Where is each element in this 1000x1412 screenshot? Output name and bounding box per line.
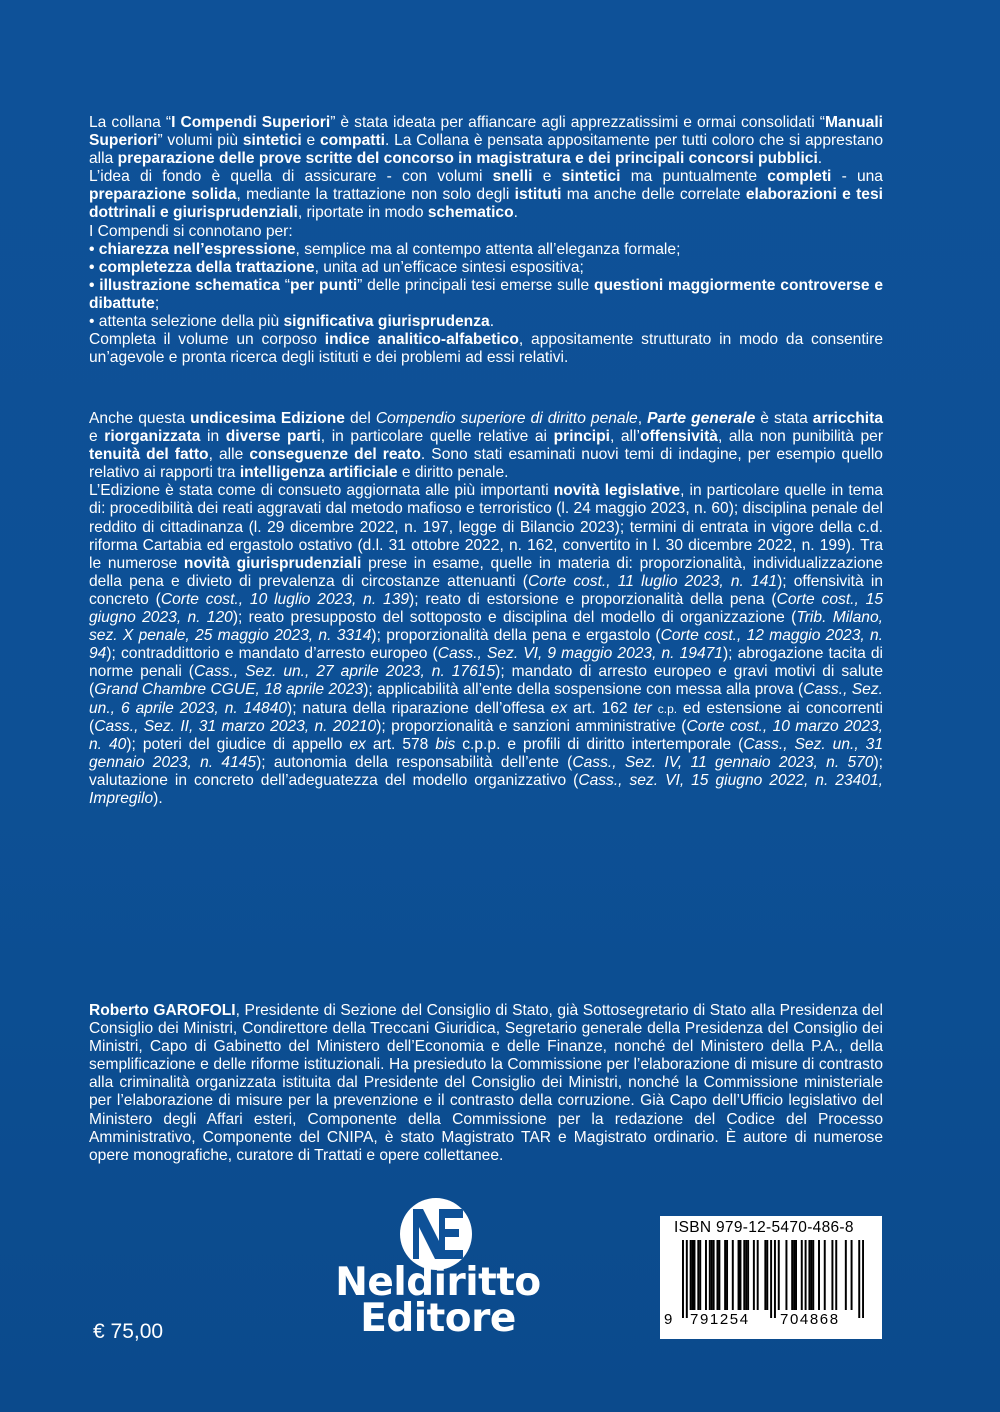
author-bio xyxy=(89,1002,883,1165)
barcode-bar xyxy=(713,1240,715,1310)
barcode-bar xyxy=(747,1240,749,1310)
barcode-bar xyxy=(739,1240,741,1310)
ean-left-digits: 791254 xyxy=(690,1311,750,1328)
barcode-bar xyxy=(711,1240,713,1310)
barcode-guard-bar xyxy=(770,1240,772,1318)
barcode-bar xyxy=(726,1240,728,1310)
barcode-bar xyxy=(831,1240,833,1310)
ean-first-digit: 9 xyxy=(664,1311,673,1328)
barcode-guard-bar xyxy=(774,1240,776,1318)
barcode-bar xyxy=(692,1240,694,1310)
edition-description xyxy=(89,410,883,808)
barcode-bar xyxy=(757,1240,759,1310)
feature-bullet: • chiarezza nell’espressione, semplice ma al contempo attenta all’eleganza formale; xyxy=(89,240,681,258)
isbn-barcode xyxy=(660,1216,882,1339)
intro-paragraph: Completa il volume un corposo indice analitico-alfabetico, appositamente strutturato in modo da consentire un’agevole e pronta ricerca degli istituti e dei problemi ad essi relativi. xyxy=(89,331,884,367)
barcode-bar xyxy=(738,1240,740,1310)
barcode-bar xyxy=(743,1240,745,1310)
barcode-bar xyxy=(778,1240,780,1310)
barcode-bar xyxy=(835,1240,837,1310)
barcode-bar xyxy=(724,1240,726,1310)
barcode-bar xyxy=(805,1240,807,1310)
barcode-bar xyxy=(785,1240,787,1310)
barcode-bar xyxy=(845,1240,847,1310)
intro-paragraph: La collana “I Compendi Superiori” è stata ideata per affiancare agli apprezzatissimi e ormai consolidati “Manuali Superiori” volumi più sintetici e compatti. La Collana è pensata appositamente per tutti coloro che si apprestano alla preparazione delle prove scritte del concorso in magistratura e dei principali concorsi pubblici. xyxy=(89,114,884,168)
barcode-bar xyxy=(693,1240,695,1310)
barcode-bar xyxy=(810,1240,812,1310)
barcode-bar xyxy=(801,1240,803,1310)
barcode-bar xyxy=(793,1240,795,1310)
barcode-bar xyxy=(764,1240,766,1310)
barcode-bar xyxy=(824,1240,826,1310)
edition-paragraph: Anche questa undicesima Edizione del Compendio superiore di diritto penale, Parte generale è stata arricchita e riorganizzata in diverse parti, in particolare quelle relative ai principi, all’offensività, alla non punibilità per tenuità del fatto, alle conseguenze del reato. Sono stati esaminati nuovi temi di indagine, per esempio quello relativo ai rapporti tra intelligenza artificiale e diritto penale. xyxy=(89,410,884,482)
barcode-guard-bar xyxy=(858,1240,860,1318)
barcode-bar xyxy=(791,1240,793,1310)
feature-bullet: • illustrazione schematica “per punti” delle principali tesi emerse sulle questioni maggiormente controverse e dibattute; xyxy=(89,276,884,312)
barcode-bars xyxy=(682,1240,864,1318)
feature-bullet: • completezza della trattazione, unita ad un’efficace sintesi espositiva; xyxy=(89,258,584,276)
author-paragraph: Roberto GAROFOLI, Presidente di Sezione del Consiglio di Stato, già Sottosegretario di Stato alla Presidenza del Consiglio dei Ministri, Condirettore della Treccani Giuridica, Segretario generale della Presidenza del Consiglio dei Ministri, Capo di Gabinetto del Ministero dell’Economia e delle Finanze, nonché del Ministero della P.A., della semplificazione e delle riforme istituzionali. Ha presieduto la Commissione per l’elaborazione di misure di contrasto alla criminalità organizzata istituita dal Presidente del Consiglio dei Ministri, nonché la Commissione ministeriale per l’elaborazione di misure per la prevenzione e il contrasto della corruzione. Già Capo dell’Ufficio legislativo del Ministero degli Affari esteri, Componente della Commissione per la redazione del Codice del Processo Amministrativo, Componente del CNIPA, è stato Magistrato TAR e Magistrato ordinario. È autore di numerose opere monografiche, curatore di Trattati e opere collettanee. xyxy=(89,1002,883,1164)
barcode-bar xyxy=(795,1240,797,1310)
barcode-bar xyxy=(697,1240,699,1310)
feature-bullet: • attenta selezione della più significativa giurisprudenza. xyxy=(89,313,495,331)
barcode-bar xyxy=(766,1240,768,1310)
barcode-bar xyxy=(753,1240,755,1310)
publisher-name-line1: Neldiritto xyxy=(335,1260,541,1305)
intro-paragraph: L’idea di fondo è quella di assicurare - con volumi snelli e sintetici ma puntualmente completi - una preparazione solida, mediante la trattazione non solo degli istituti ma anche delle correlate elaborazioni e tesi dottrinali e giurisprudenziali, riportate in modo schematico. xyxy=(89,168,883,222)
publisher-name xyxy=(328,1260,548,1341)
publisher-name-line2: Editore xyxy=(360,1296,516,1341)
ean-right-digits: 704868 xyxy=(780,1311,840,1328)
barcode-guard-bar xyxy=(682,1240,684,1318)
barcode-bar xyxy=(705,1240,707,1310)
barcode-bar xyxy=(690,1240,692,1310)
barcode-bar xyxy=(709,1240,711,1310)
barcode-bar xyxy=(851,1240,853,1310)
publisher-logo xyxy=(328,1197,548,1347)
barcode-guard-bar xyxy=(862,1240,864,1318)
series-description xyxy=(89,114,883,367)
barcode-bar xyxy=(699,1240,701,1310)
isbn-number: ISBN 979-12-5470-486-8 xyxy=(674,1219,854,1236)
edition-paragraph: L’Edizione è stata come di consueto aggiornata alle più importanti novità legislative, in particolare quelle in tema di: procedibilità dei reati aggravati dal metodo mafioso e terroristico (l. 24 maggio 2023, n. 60); disciplina penale del reddito di cittadinanza (l. 29 dicembre 2022, n. 197, legge di Bilancio 2023); termini di entrata in vigore della c.d. riforma Cartabia ed ergastolo ostativo (d.l. 31 ottobre 2022, n. 162, convertito in l. 30 dicembre 2022, n. 199). Tra le numerose novità giurisprudenziali prese in esame, quelle in materia di: proporzionalità, individualizzazione della pena e divieto di prevalenza di circostanze attenuanti (Corte cost., 11 luglio 2023, n. 141); offensività in concreto (Corte cost., 10 luglio 2023, n. 139); reato di estorsione e proporzionalità della pena (Corte cost., 15 giugno 2023, n. 120); reato presupposto del sottoposto e disciplina del modello di organizzazione (Trib. Milano, sez. X penale, 25 maggio 2023, n. 3314); proporzionalità della pena e ergastolo (Corte cost., 12 maggio 2023, n. 94); contraddittorio e mandato d’arresto europeo (Cass., Sez. VI, 9 maggio 2023, n. 19471); abrogazione tacita di norme penali (Cass., Sez. un., 27 aprile 2023, n. 17615); mandato di arresto europeo e gravi motivi di salute (Grand Chambre CGUE, 18 aprile 2023); applicabilità all’ente della sospensione con messa alla prova (Cass., Sez. un., 6 aprile 2023, n. 14840); natura della riparazione dell’offesa ex art. 162 ter c.p. ed estensione ai concorrenti (Cass., Sez. II, 31 marzo 2023, n. 20210); proporzionalità e sanzioni amministrative (Corte cost., 10 marzo 2023, n. 40); poteri del giudice di appello ex art. 578 bis c.p.p. e profili di diritto intertemporale (Cass., Sez. un., 31 gennaio 2023, n. 4145); autonomia della responsabilità dell’ente (Cass., Sez. IV, 11 gennaio 2023, n. 570); valutazione in concreto dell’adeguatezza del modello organizzativo (Cass., sez. VI, 15 giugno 2022, n. 23401, Impregilo). xyxy=(89,482,884,807)
barcode-bar xyxy=(732,1240,734,1310)
barcode-bar xyxy=(716,1240,718,1310)
barcode-bar xyxy=(745,1240,747,1310)
intro-paragraph: I Compendi si connotano per: xyxy=(89,222,293,240)
barcode-bar xyxy=(818,1240,820,1310)
barcode-bar xyxy=(808,1240,810,1310)
barcode-bar xyxy=(812,1240,814,1310)
barcode-guard-bar xyxy=(686,1240,688,1318)
barcode-bar xyxy=(718,1240,720,1310)
price-label: € 75,00 xyxy=(93,1320,164,1343)
